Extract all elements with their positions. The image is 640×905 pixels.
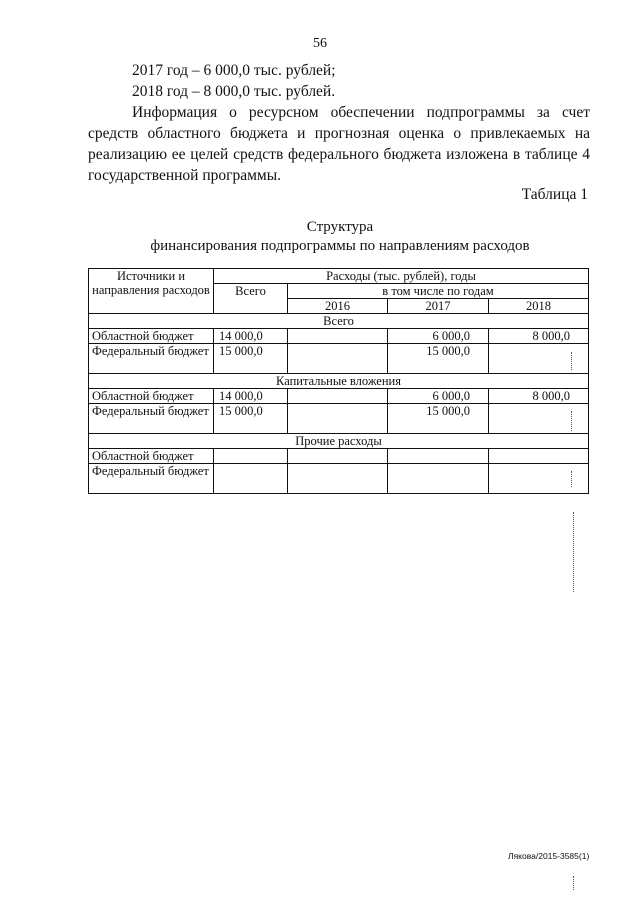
header-sources: Источники и направления расходов bbox=[89, 269, 214, 314]
resource-paragraph: Информация о ресурсном обеспечении подпрограммы за счет средств областного бюджета и прогнозная оценка о привлекаемых на реализацию ее целей средств федерального бюджета изложена в таблице 4 государственной программы. bbox=[88, 104, 590, 184]
cell-2018: 8 000,0 bbox=[489, 389, 589, 404]
scan-mark bbox=[571, 471, 572, 487]
row-label: Областной бюджет bbox=[89, 329, 214, 344]
footer-code: Лякова/2015-3585(1) bbox=[508, 851, 590, 861]
table-title-line-2: финансирования подпрограммы по направлениям расходов bbox=[150, 238, 530, 254]
section-title: Капитальные вложения bbox=[89, 374, 589, 389]
cell-2018 bbox=[489, 449, 589, 464]
cell-2018 bbox=[489, 404, 589, 434]
header-expenses: Расходы (тыс. рублей), годы bbox=[214, 269, 589, 284]
cell-2017: 6 000,0 bbox=[388, 389, 489, 404]
table-title-line-1: Структура bbox=[306, 219, 374, 235]
table-row bbox=[89, 404, 589, 434]
row-label: Федеральный бюджет bbox=[89, 464, 214, 494]
cell-2017: 15 000,0 bbox=[388, 344, 489, 374]
cell-total: 14 000,0 bbox=[214, 389, 288, 404]
row-label: Областной бюджет bbox=[89, 389, 214, 404]
header-total: Всего bbox=[214, 284, 288, 314]
header-year-2017: 2017 bbox=[388, 299, 489, 314]
table-title bbox=[0, 218, 640, 256]
cell-2016 bbox=[288, 329, 388, 344]
table-row bbox=[89, 344, 589, 374]
row-label: Федеральный бюджет bbox=[89, 344, 214, 374]
funding-line-2017: 2017 год – 6 000,0 тыс. рублей; bbox=[132, 62, 336, 79]
row-label: Федеральный бюджет bbox=[89, 404, 214, 434]
table-row bbox=[89, 389, 589, 404]
cell-total bbox=[214, 464, 288, 494]
scan-mark bbox=[571, 411, 572, 431]
section-title: Прочие расходы bbox=[89, 434, 589, 449]
funding-line-2018: 2018 год – 8 000,0 тыс. рублей. bbox=[132, 83, 336, 100]
cell-2016 bbox=[288, 464, 388, 494]
scan-mark bbox=[573, 512, 574, 592]
cell-2017: 15 000,0 bbox=[388, 404, 489, 434]
cell-2018 bbox=[489, 464, 589, 494]
section-row bbox=[89, 434, 589, 449]
table-row bbox=[89, 449, 589, 464]
header-year-2018: 2018 bbox=[489, 299, 589, 314]
header-row-1 bbox=[89, 269, 589, 284]
section-row bbox=[89, 374, 589, 389]
cell-total bbox=[214, 449, 288, 464]
header-year-2016: 2016 bbox=[288, 299, 388, 314]
cell-2017 bbox=[388, 464, 489, 494]
cell-2017 bbox=[388, 449, 489, 464]
cell-total: 15 000,0 bbox=[214, 344, 288, 374]
cell-2018: 8 000,0 bbox=[489, 329, 589, 344]
cell-2016 bbox=[288, 449, 388, 464]
cell-total: 15 000,0 bbox=[214, 404, 288, 434]
body-text bbox=[88, 60, 590, 186]
scan-mark bbox=[573, 876, 574, 890]
cell-2016 bbox=[288, 404, 388, 434]
cell-2016 bbox=[288, 344, 388, 374]
table-row bbox=[89, 329, 589, 344]
financing-table bbox=[88, 268, 589, 494]
cell-total: 14 000,0 bbox=[214, 329, 288, 344]
cell-2016 bbox=[288, 389, 388, 404]
cell-2018 bbox=[489, 344, 589, 374]
table-row bbox=[89, 464, 589, 494]
scan-mark bbox=[571, 352, 572, 370]
cell-2017: 6 000,0 bbox=[388, 329, 489, 344]
header-by-years: в том числе по годам bbox=[288, 284, 589, 299]
section-row bbox=[89, 314, 589, 329]
page-number: 56 bbox=[313, 36, 327, 51]
section-title: Всего bbox=[89, 314, 589, 329]
row-label: Областной бюджет bbox=[89, 449, 214, 464]
table-label: Таблица 1 bbox=[521, 186, 588, 203]
